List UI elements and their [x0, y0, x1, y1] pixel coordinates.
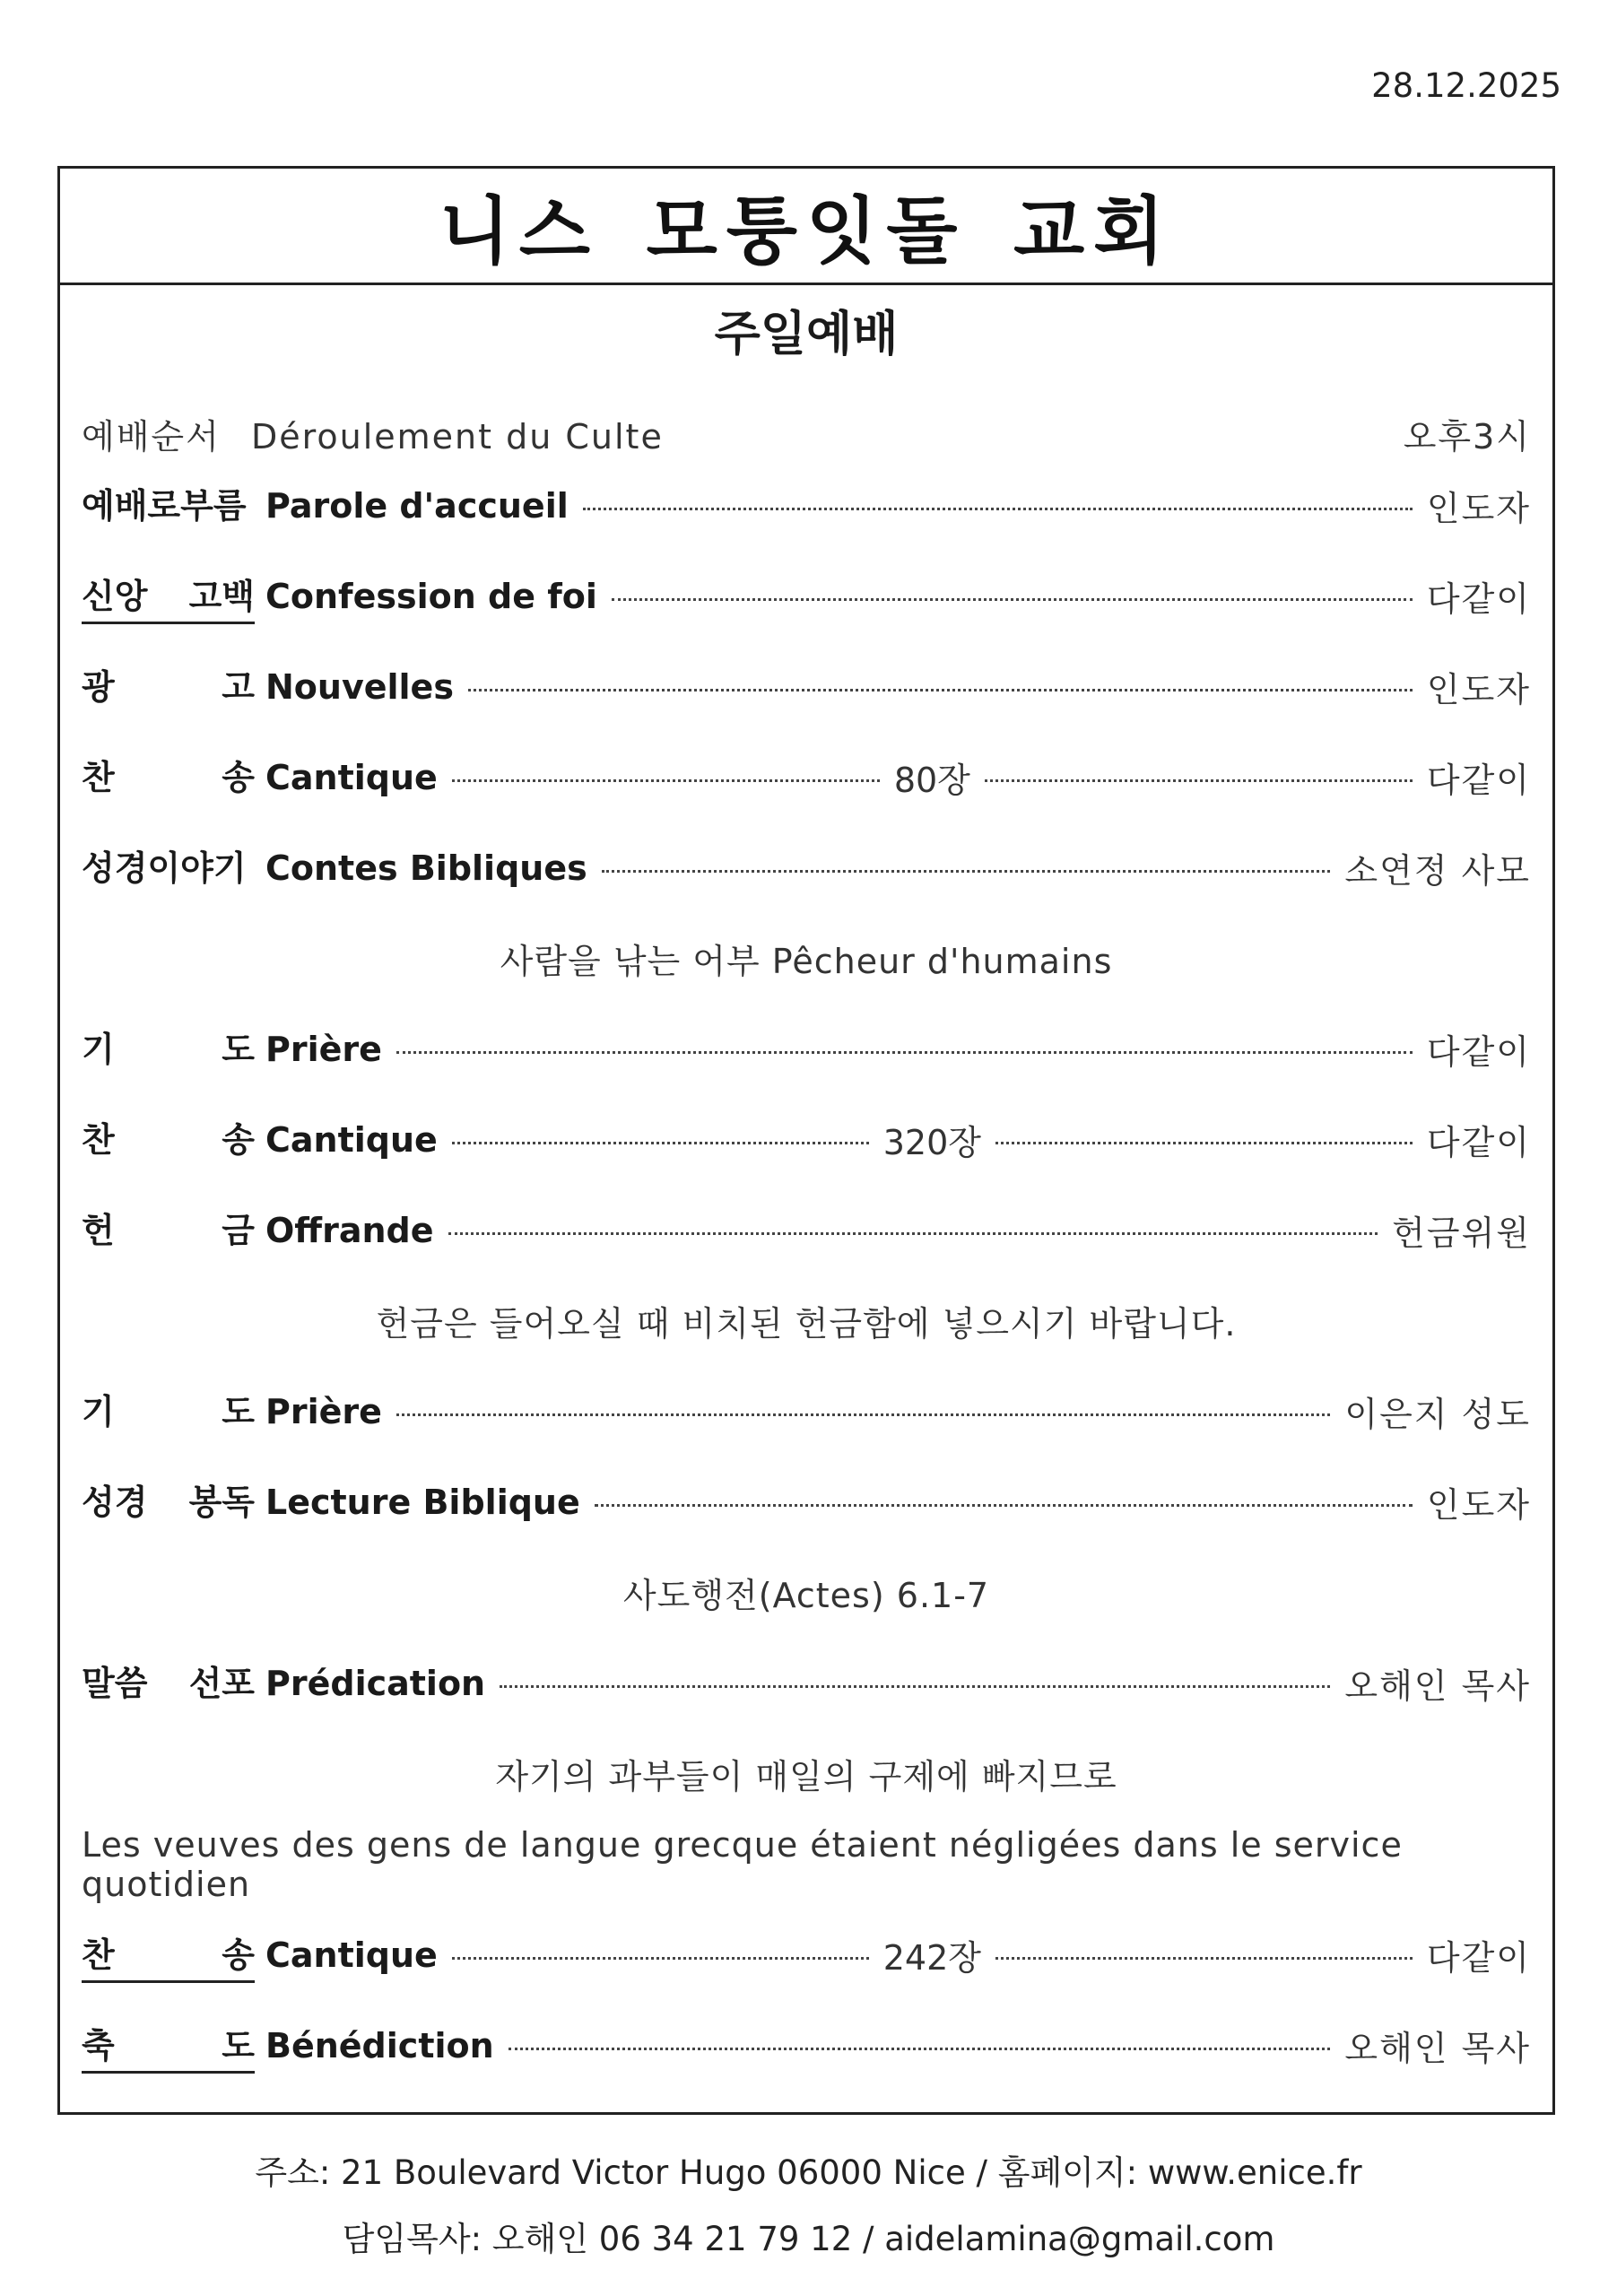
order-row	[82, 1094, 1531, 1185]
item-korean-part-a: 성경	[82, 1483, 148, 1522]
item-french-label: Lecture Biblique	[265, 1482, 580, 1522]
title-bar	[60, 169, 1552, 285]
item-korean-label	[82, 569, 255, 624]
item-korean-label	[82, 2018, 255, 2074]
dot-leader	[595, 1504, 1413, 1507]
order-note: 사람을 낚는 어부 Pêcheur d'humains	[500, 942, 1113, 981]
item-korean-part-b: 도	[222, 1392, 255, 1431]
dot-leader	[612, 598, 1413, 601]
footer-contact: 담임목사: 오해인 06 34 21 79 12 / aidelamina@gmail.com	[342, 2220, 1275, 2258]
service-time: 오후3시	[1403, 416, 1531, 457]
item-korean-part-b: 고백	[188, 576, 255, 616]
item-leader: 인도자	[1426, 1485, 1531, 1525]
footer-address: 주소: 21 Boulevard Victor Hugo 06000 Nice / 홈페이지: www.enice.fr	[255, 2153, 1362, 2192]
item-french-label: Offrande	[265, 1210, 434, 1250]
order-row	[82, 1638, 1531, 1728]
bulletin-frame	[57, 166, 1555, 2115]
item-korean-part-a: 헌	[82, 1211, 115, 1250]
dot-leader	[396, 1051, 1413, 1054]
item-korean-part-a: 찬	[82, 758, 115, 797]
dot-leader	[448, 1232, 1378, 1235]
order-note: 자기의 과부들이 매일의 구제에 빠지므로	[495, 1757, 1117, 1796]
item-korean-label	[82, 1927, 255, 1983]
item-korean-part-a: 찬	[82, 1935, 115, 1975]
order-row	[82, 460, 1531, 551]
dot-leader	[452, 1957, 869, 1960]
item-korean-label	[82, 1474, 255, 1529]
item-korean-label	[82, 1656, 255, 1710]
item-korean-part-a: 성경이야기	[82, 848, 247, 888]
item-korean-label	[82, 1112, 255, 1167]
order-note: Les veuves des gens de langue grecque étaient négligées dans le service quotidien	[82, 1824, 1403, 1904]
item-french-label: Bénédiction	[265, 2025, 494, 2066]
dot-leader	[396, 1413, 1330, 1416]
item-korean-label	[82, 1022, 255, 1076]
item-french-label: Confession de foi	[265, 576, 597, 616]
item-korean-part-b: 송	[222, 1120, 255, 1160]
item-french-label: Cantique	[265, 1119, 438, 1160]
dot-leader	[500, 1685, 1330, 1688]
dot-leader	[509, 2048, 1331, 2050]
item-korean-label	[82, 1384, 255, 1439]
item-french-label: Prédication	[265, 1663, 486, 1703]
item-korean-part-b: 고	[222, 667, 255, 707]
dot-leader	[995, 1142, 1413, 1144]
order-note: 헌금은 들어오실 때 비치된 헌금함에 넣으시기 바랍니다.	[376, 1304, 1237, 1344]
service-title: 주일예배	[714, 307, 899, 361]
dot-leader	[602, 870, 1331, 873]
item-korean-label	[82, 1203, 255, 1257]
church-name: 니스 모퉁잇돌 교회	[439, 189, 1174, 274]
order-list	[82, 460, 1531, 2091]
item-korean-part-b: 송	[222, 758, 255, 797]
item-korean-part-b: 금	[222, 1211, 255, 1250]
order-row	[82, 641, 1531, 732]
dot-leader	[452, 1142, 869, 1144]
item-korean-part-b: 도	[222, 1030, 255, 1069]
item-leader: 소연정 사모	[1344, 851, 1531, 891]
item-korean-label	[82, 659, 255, 714]
item-leader: 인도자	[1426, 670, 1531, 709]
order-row	[82, 822, 1531, 913]
order-header-ko: 예배순서	[82, 416, 221, 457]
hymn-number: 242장	[882, 1938, 981, 1978]
item-korean-part-a: 축	[82, 2025, 115, 2066]
item-leader: 다같이	[1426, 1938, 1531, 1978]
item-korean-part-a: 신앙	[82, 576, 148, 616]
order-row	[82, 1366, 1531, 1457]
item-korean-label	[82, 750, 255, 804]
item-leader: 다같이	[1426, 579, 1531, 619]
item-leader: 오해인 목사	[1344, 1666, 1531, 1706]
item-french-label: Contes Bibliques	[265, 848, 587, 888]
order-row	[82, 1909, 1531, 2000]
dot-leader	[468, 689, 1413, 691]
item-french-label: Prière	[265, 1391, 382, 1431]
order-header	[82, 406, 1531, 460]
dot-leader	[995, 1957, 1413, 1960]
hymn-number: 320장	[882, 1123, 981, 1162]
item-korean-part-a: 광	[82, 667, 115, 707]
item-korean-part-b: 송	[222, 1935, 255, 1975]
item-korean-part-a: 기	[82, 1030, 115, 1069]
item-french-label: Prière	[265, 1029, 382, 1069]
item-leader: 다같이	[1426, 1123, 1531, 1162]
item-korean-part-a: 말씀	[82, 1664, 148, 1703]
order-row	[82, 2000, 1531, 2091]
item-leader: 헌금위원	[1392, 1213, 1531, 1253]
dot-leader	[452, 779, 880, 782]
item-leader: 다같이	[1426, 1032, 1531, 1072]
order-note: 사도행전(Actes) 6.1-7	[622, 1576, 990, 1615]
order-header-label	[82, 409, 664, 458]
item-korean-part-a: 기	[82, 1392, 115, 1431]
order-row	[82, 732, 1531, 822]
item-leader: 이은지 성도	[1344, 1395, 1531, 1434]
dot-leader	[583, 508, 1413, 510]
item-french-label: Cantique	[265, 1935, 438, 1975]
item-leader: 인도자	[1426, 489, 1531, 528]
item-leader: 다같이	[1426, 761, 1531, 800]
order-row	[82, 1185, 1531, 1275]
item-french-label: Nouvelles	[265, 666, 454, 707]
bulletin-date: 28.12.2025	[1371, 66, 1561, 105]
item-french-label: Cantique	[265, 757, 438, 797]
item-leader: 오해인 목사	[1344, 2029, 1531, 2068]
order-row	[82, 1004, 1531, 1094]
item-korean-label	[82, 478, 255, 533]
item-korean-part-b: 선포	[188, 1664, 255, 1703]
dot-leader	[985, 779, 1413, 782]
item-korean-part-a: 예배로부름	[82, 486, 247, 526]
order-row	[82, 551, 1531, 641]
order-header-fr: Déroulement du Culte	[250, 416, 664, 457]
item-korean-label	[82, 840, 255, 895]
item-french-label: Parole d'accueil	[265, 485, 569, 526]
item-korean-part-b: 봉독	[188, 1483, 255, 1522]
item-korean-part-a: 찬	[82, 1120, 115, 1160]
hymn-number: 80장	[893, 761, 970, 800]
item-korean-part-b: 도	[222, 2025, 255, 2066]
order-row	[82, 1457, 1531, 1547]
